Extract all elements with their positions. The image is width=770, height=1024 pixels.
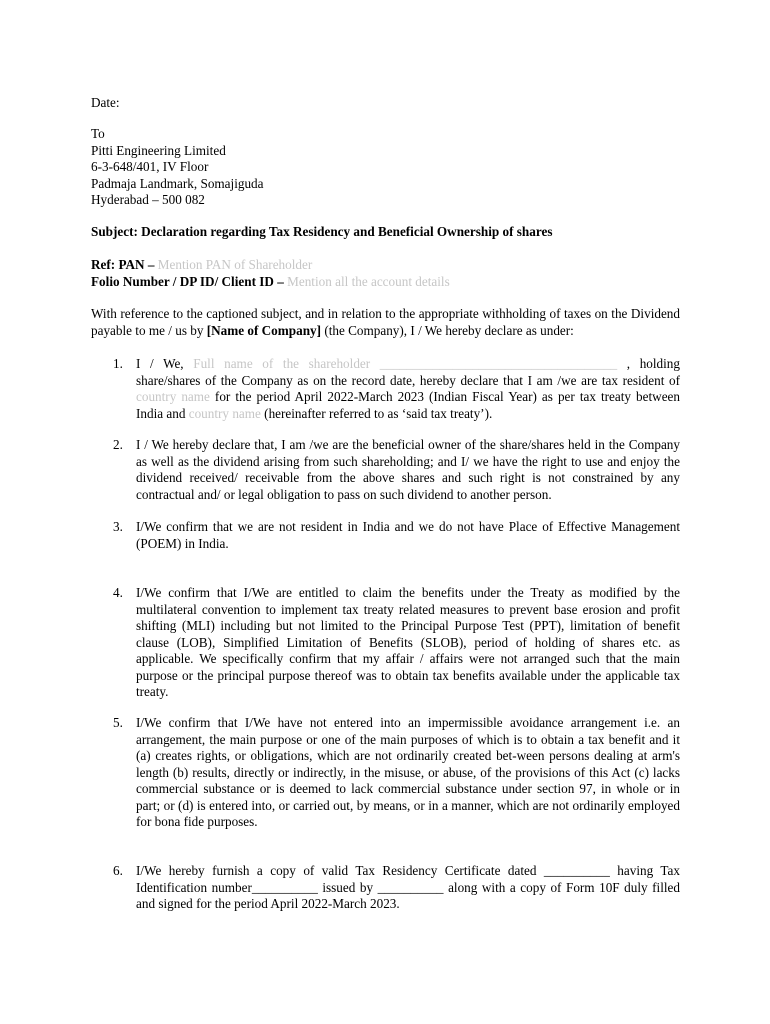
item-text: I / We hereby declare that, I am /we are the beneficial owner of the share/shares held in the Company as well as the dividend arising from such shareholding; and I/ we have the right to use and enjoy the dividend received/ receivable from the above shares and such right is not constrained by any contractual and/ or legal obligation to pass on such dividend to another person. [136, 437, 680, 502]
item-number: 6. [113, 863, 123, 878]
treaty-country-name-field[interactable]: country name [188, 405, 261, 421]
intro-text-start: With reference to the captioned subject, and in relation to the appropriate withholding of taxes on the Dividend payable to me / us by [91, 306, 680, 338]
account-details-field[interactable]: Mention all the account details [287, 273, 450, 289]
date-label: Date: [91, 95, 120, 110]
subject-line: Subject: Declaration regarding Tax Residency and Beneficial Ownership of shares [91, 224, 553, 239]
item-number: 1. [113, 356, 123, 371]
ref-pan-row [91, 257, 450, 274]
recipient-address-line-3: Hyderabad – 500 082 [91, 192, 205, 207]
item-number: 3. [113, 519, 123, 534]
ref-pan-label: Ref: PAN – [91, 257, 158, 272]
company-name-reference: [Name of Company] [206, 322, 322, 338]
ref-folio-row [91, 274, 450, 291]
item-text [136, 356, 680, 422]
item-number: 4. [113, 585, 123, 600]
recipient-company: Pitti Engineering Limited [91, 142, 226, 158]
recipient-address-line-1: 6-3-648/401, IV Floor [91, 159, 209, 174]
ref-folio-label: Folio Number / DP ID/ Client ID – [91, 273, 288, 289]
intro-text-end: (the Company), I / We hereby declare as under: [321, 322, 574, 338]
item-text-segment: (hereinafter referred to as ‘said tax treaty’). [260, 405, 493, 421]
item-text-segment: I / We, [136, 356, 194, 371]
item-number: 2. [113, 437, 123, 452]
item-text-segment: , holding share/shares of the Company as on the record date, hereby declare that I am /we are tax resident of [136, 356, 680, 388]
item-text-segment: for the period April 2022-March 2023 (Indian Fiscal Year) as per tax treaty between India and [136, 389, 680, 421]
country-name-field[interactable]: country name [136, 389, 210, 404]
item-text: I/We hereby furnish a copy of valid Tax Residency Certificate dated __________ having Tax Identification number__________ issued by __________ along with a copy of Form 10F duly filled and signed for the period April 2022-March 2023. [136, 863, 680, 911]
reference-block [91, 257, 450, 290]
pan-field[interactable]: Mention PAN of Shareholder [157, 257, 313, 272]
shareholder-name-blank: ____________________________________ [370, 356, 618, 371]
item-text: I/We confirm that I/We have not entered into an impermissible avoidance arrangement i.e. an arrangement, the main purpose or one of the main purposes of which is to obtain a tax benefit and it (a) creates rights, or obligations, which are not ordinarily created bet-ween persons dealing at arm's length (b) results, directly or indirectly, in the misuse, or abuse, of the provisions of this Act (c) lacks commercial substance or is deemed to lack commercial substance under section 97, in whole or in part; or (d) is entered into, or carried out, by means, or in a manner, which are not ordinarily employed for bona fide purposes. [136, 715, 680, 829]
intro-paragraph [91, 306, 680, 339]
item-text: I/We confirm that we are not resident in India and we do not have Place of Effective Management (POEM) in India. [136, 519, 680, 551]
item-text: I/We confirm that I/We are entitled to claim the benefits under the Treaty as modified by the multilateral convention to implement tax treaty related measures to prevent base erosion and profit shifting (MLI) including but not limited to the Principal Purpose Test (PPT), limitation of benefit clause (LOB), Simplified Limitation of Benefits (SLOB), period of holding of shares etc. as applicable. We specifically confirm that my affair / affairs were not arranged such that the main purpose or the principal purpose thereof was to obtain tax benefits available under the applicable tax treaty. [136, 585, 680, 699]
recipient-block [91, 126, 264, 209]
recipient-to: To [91, 126, 105, 141]
shareholder-name-field[interactable]: Full name of the shareholder [193, 356, 371, 371]
recipient-address-line-2: Padmaja Landmark, Somajiguda [91, 175, 264, 191]
item-number: 5. [113, 715, 123, 730]
